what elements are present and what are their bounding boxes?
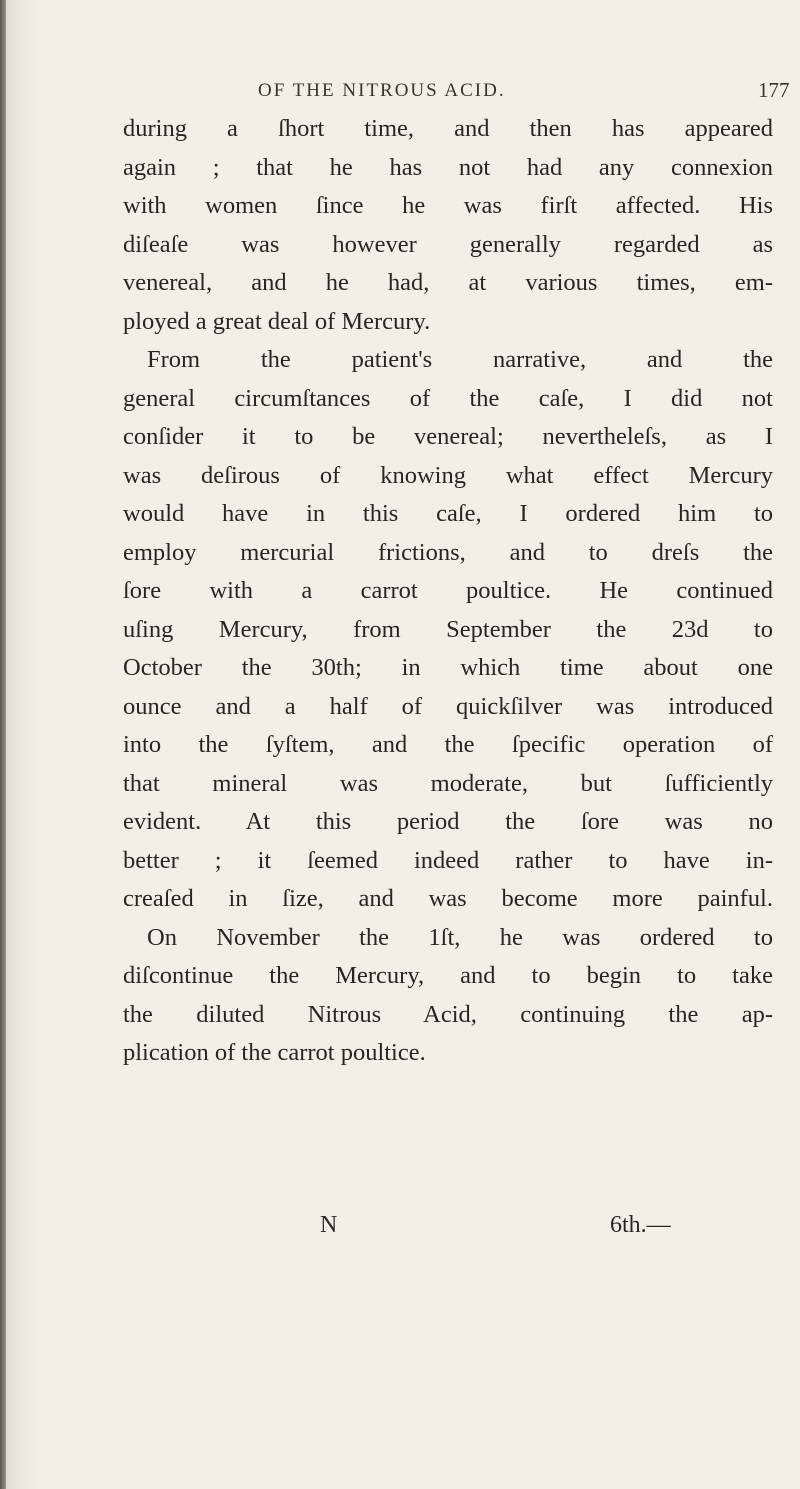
page-header: [258, 80, 798, 110]
text-line: conſider it to be venereal; nevertheleſs, as I: [123, 423, 773, 450]
text-line: October the 30th; in which time about one: [123, 654, 773, 681]
page-footer: [0, 1212, 800, 1246]
signature-mark: N: [320, 1212, 338, 1238]
text-line: On November the 1ſt, he was ordered to: [147, 923, 773, 951]
text-line: better ; it ſeemed indeed rather to have in-: [123, 846, 773, 874]
page-gutter-shadow: [0, 0, 6, 1489]
catchword: 6th.—: [610, 1212, 671, 1238]
text-line: diſcontinue the Mercury, and to begin to take: [123, 962, 773, 989]
running-head: OF THE NITROUS ACID.: [258, 80, 506, 101]
text-line: ployed a great deal of Mercury.: [123, 307, 431, 335]
text-line: creaſed in ſize, and was become more painful.: [123, 885, 773, 912]
text-line: the diluted Nitrous Acid, continuing the ap-: [123, 1000, 773, 1028]
text-line: evident. At this period the ſore was no: [123, 808, 773, 835]
text-line: general circumſtances of the caſe, I did not: [123, 384, 773, 412]
text-line: plication of the carrot poultice.: [123, 1039, 426, 1066]
text-line: would have in this caſe, I ordered him to: [123, 500, 773, 527]
text-line: ſore with a carrot poultice. He continued: [123, 577, 773, 604]
text-line: into the ſyſtem, and the ſpecific operation of: [123, 731, 773, 758]
text-line: was deſirous of knowing what effect Mercury: [123, 461, 773, 489]
page-number: 177: [758, 78, 790, 102]
text-line: diſeaſe was however generally regarded as: [123, 230, 773, 258]
text-line: with women ſince he was firſt affected. His: [123, 192, 773, 219]
text-line: employ mercurial frictions, and to dreſs the: [123, 538, 773, 566]
text-line: From the patient's narrative, and the: [147, 346, 773, 373]
text-line: again ; that he has not had any connexion: [123, 153, 773, 181]
text-line: venereal, and he had, at various times, em-: [123, 269, 773, 296]
text-line: during a ſhort time, and then has appeared: [123, 115, 773, 142]
text-line: ounce and a half of quickſilver was introduced: [123, 692, 773, 720]
text-line: that mineral was moderate, but ſufficiently: [123, 769, 773, 797]
text-line: uſing Mercury, from September the 23d to: [123, 615, 773, 643]
body-text: [123, 110, 773, 1073]
